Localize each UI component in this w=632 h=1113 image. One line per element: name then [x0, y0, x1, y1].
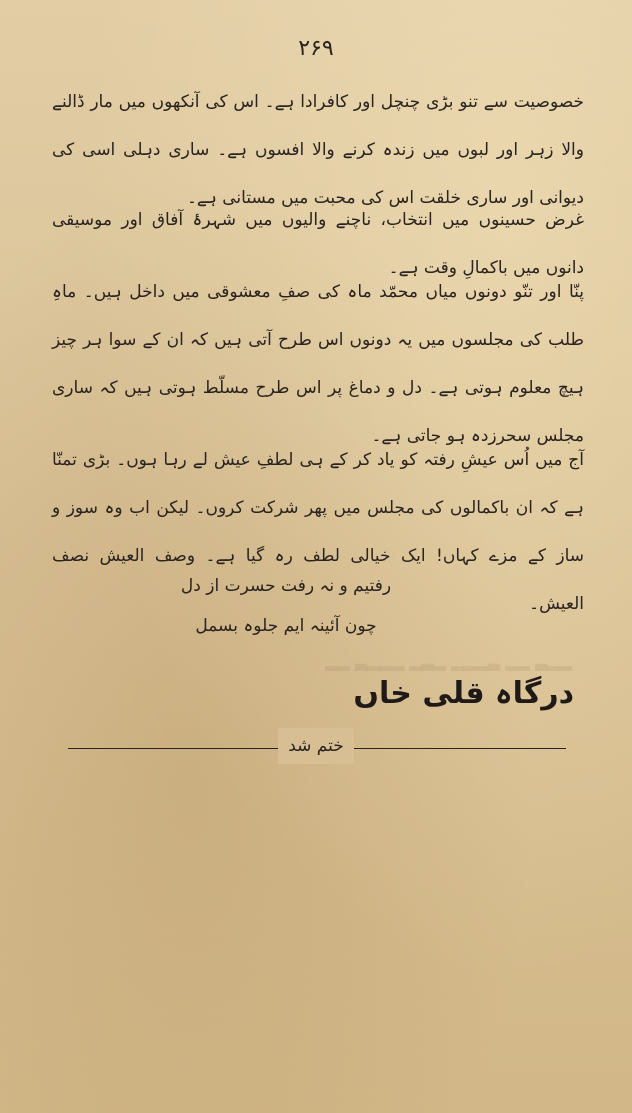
paragraph-1: خصوصیت سے تنو بڑی چنچل اور کافرادا ہے۔ اس کی آنکھوں میں مار ڈالنے والا زہر اور لبوں میں زندہ کرنے والا افسوں ہے۔ ساری دہلی اسی کی دیوانی اور ساری خلقت اس کی محبت میں مستانی ہے۔ [52, 92, 584, 208]
page-number: ۲۶۹ [298, 36, 334, 61]
end-mark-text: ختم شد [278, 728, 354, 764]
paragraph-2: غرض حسینوں میں انتخاب، ناچنے والیوں میں شہرۂ آفاق اور موسیقی دانوں میں باکمالِ وقت ہے۔ [52, 210, 584, 278]
persian-couplet [0, 566, 632, 646]
show-through-texture: ▂▂▃ ▂▂ ▃▂▂▂ ▂▃▂ ▂▂▂▃ ▂▂ [325, 652, 572, 671]
couplet-line-2: چون آئینہ ایم جلوہ بسمل [195, 616, 377, 636]
paragraph-3: پنّا اور تنّو دونوں میاں محمّد ماہ کی صفِ معشوقی میں داخل ہیں۔ ماہِ طلب کی مجلسوں میں یہ دونوں اس طرح آتی ہیں کہ ان کے سوا ہر چیز ہیچ معلوم ہوتی ہے۔ دل و دماغ پر اس طرح مسلّط ہوتی ہیں کہ ساری مجلس سحرزدہ ہو جاتی ہے۔ [52, 282, 584, 446]
couplet-line-1: رفتیم و نہ رفت حسرت از دل [180, 576, 392, 596]
author-signature: درگاہ قلی خاں [353, 676, 574, 711]
paragraph-4: آج میں اُس عیشِ رفتہ کو یاد کر کے ہی لطفِ عیش لے رہا ہوں۔ بڑی تمنّا ہے کہ ان باکمالوں کی مجلس میں پھر شرکت کروں۔ لیکن اب وہ سوز و ساز کے مزے کہاں! ایک خیالی لطف رہ گیا ہے۔ وصف العیش نصف العیش۔ [52, 450, 584, 614]
end-mark [0, 728, 632, 764]
